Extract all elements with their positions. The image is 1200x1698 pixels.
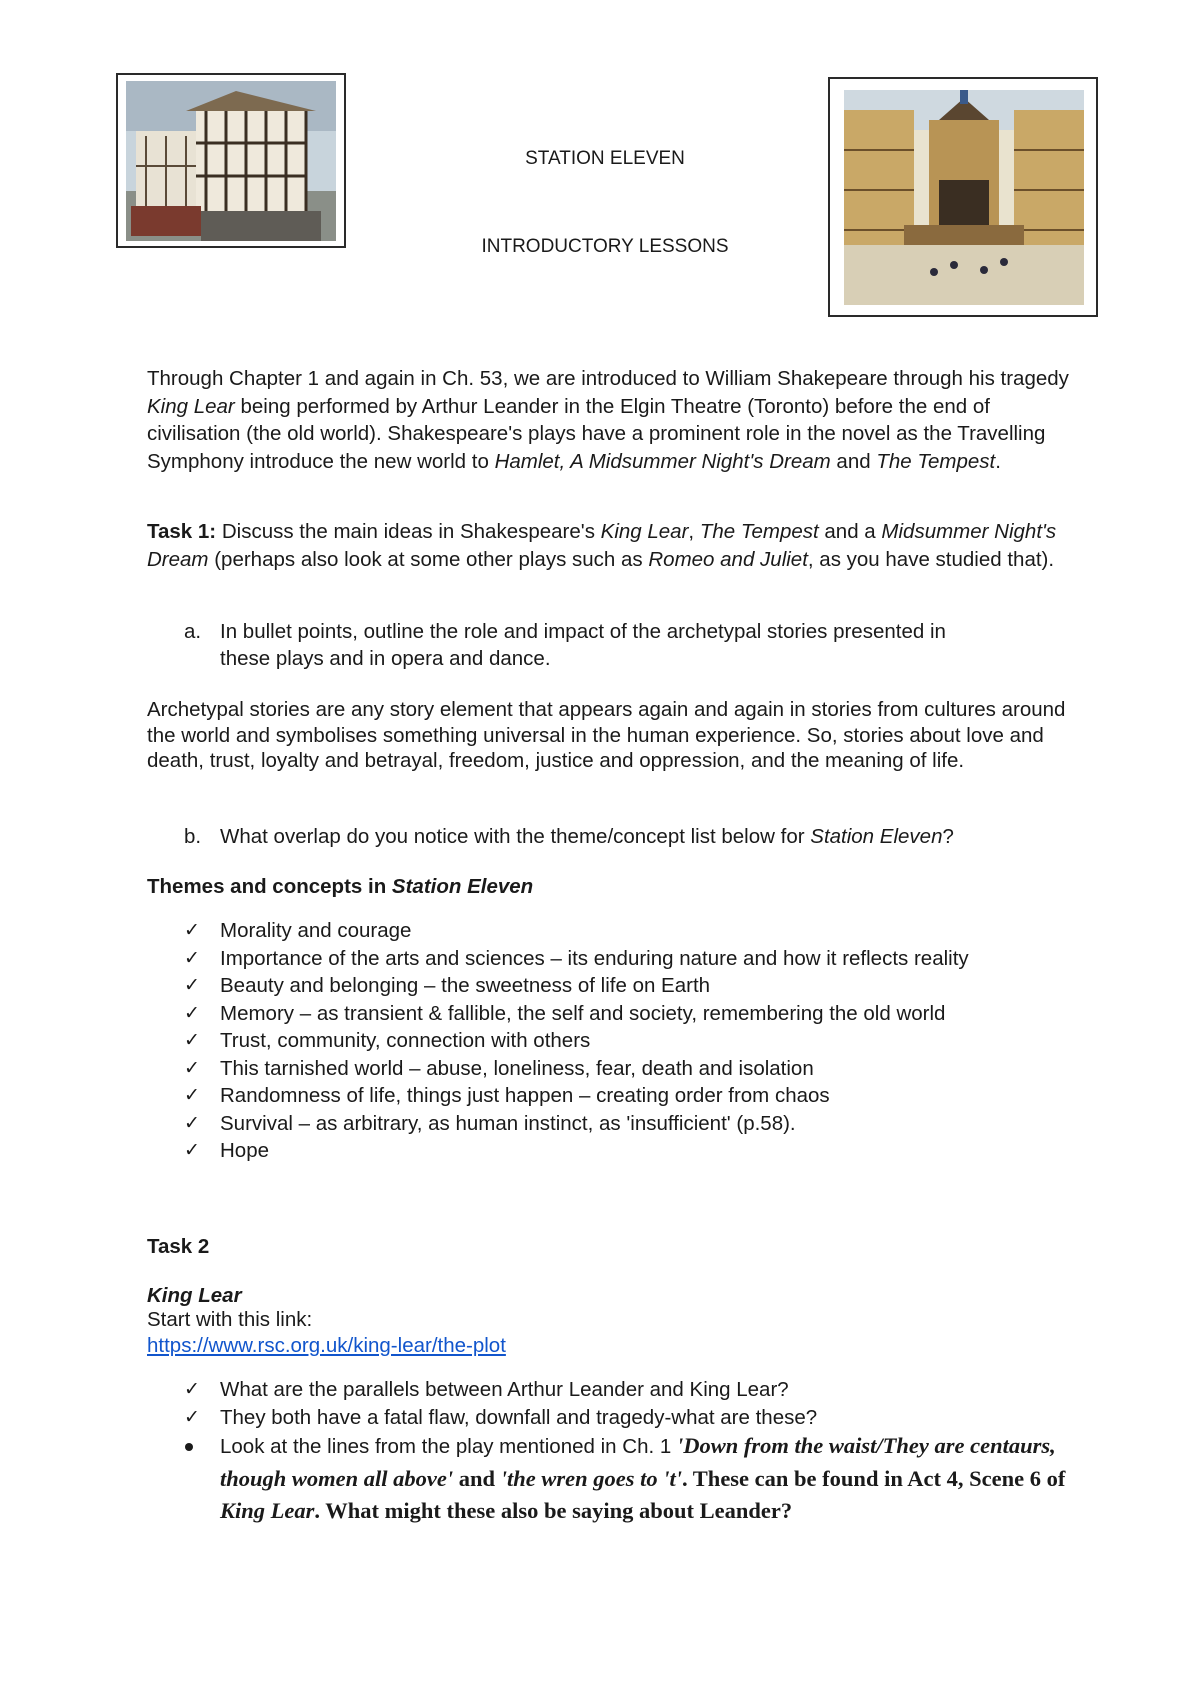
list-item xyxy=(0,1432,1200,1532)
checkmark-icon: ✓ xyxy=(184,1030,200,1051)
archetype-paragraph: Archetypal stories are any story element that appears again and again in stories from cultures around the world and symbolises something universal in the human experience. So, stories about love and death, trust, loyalty and betrayal, freedom, justice and oppression, and the meaning of life. xyxy=(147,698,1066,772)
list-item: ✓ Randomness of life, things just happen – creating order from chaos xyxy=(0,1082,1200,1110)
task1-a-line1: In bullet points, outline the role and impact of the archetypal stories presented in xyxy=(220,620,946,643)
bullet-icon xyxy=(185,1443,193,1451)
checkmark-icon: ✓ xyxy=(184,1085,200,1106)
list-item: ✓ This tarnished world – abuse, loneliness, fear, death and isolation xyxy=(0,1055,1200,1083)
list-item: ✓ Memory – as transient & fallible, the self and society, remembering the old world xyxy=(0,1000,1200,1028)
list-item: ✓ Importance of the arts and sciences – its enduring nature and how it reflects reality xyxy=(0,945,1200,973)
themes-heading: Themes and concepts in Station Eleven xyxy=(147,875,534,898)
task2-q3: Look at the lines from the play mentioned in Ch. 1 'Down from the waist/They are centaurs, though women all above' and 'the wren goes to 't'. These can be found in Act 4, Scene 6 of King Lear. What might these also be saying about Leander? xyxy=(220,1433,1066,1523)
theatre-illustration-frame xyxy=(828,77,1098,317)
page-title: STATION ELEVEN xyxy=(525,148,685,169)
globe-theatre-photo xyxy=(126,81,336,241)
task1-item-b xyxy=(0,823,1200,851)
checkmark-icon: ✓ xyxy=(184,920,200,941)
task2-heading: Task 2 xyxy=(147,1235,210,1258)
checkmark-icon: ✓ xyxy=(184,1002,200,1024)
checkmark-icon: ✓ xyxy=(184,975,200,996)
task1-a-line2: these plays and in opera and dance. xyxy=(220,647,551,670)
checkmark-icon: ✓ xyxy=(184,1057,200,1079)
list-item: ✓ Morality and courage xyxy=(0,917,1200,945)
list-item: ✓ What are the parallels between Arthur Leander and King Lear? xyxy=(0,1376,1200,1404)
list-marker-b: b. xyxy=(184,825,202,848)
task1-item-a xyxy=(0,618,1200,674)
task1-paragraph: Task 1: Discuss the main ideas in Shakespeare's King Lear, The Tempest and a Midsummer Night's Dream (perhaps also look at some other plays such as Romeo and Juliet, as you have studied that). xyxy=(147,520,1057,571)
list-item: ✓ Beauty and belonging – the sweetness of life on Earth xyxy=(0,972,1200,1000)
checkmark-icon: ✓ xyxy=(184,1406,200,1428)
checkmark-icon: ✓ xyxy=(184,1379,200,1400)
intro-paragraph: Through Chapter 1 and again in Ch. 53, we are introduced to William Shakepeare through his tragedy King Lear being performed by Arthur Leander in the Elgin Theatre (Toronto) before the end of civilisation (the old world). Shakespeare's plays have a prominent role in the novel as the Travelling Symphony introduce the new world to Hamlet, A Midsummer Night's Dream and The Tempest. xyxy=(147,367,1069,473)
task2-intro: Start with this link: xyxy=(147,1308,313,1331)
list-item: ✓ They both have a fatal flaw, downfall and tragedy-what are these? xyxy=(0,1404,1200,1432)
list-item: ✓ Trust, community, connection with others xyxy=(0,1027,1200,1055)
list-item: ✓ Hope xyxy=(0,1137,1200,1165)
theatre-interior-illustration xyxy=(844,90,1084,305)
rsc-king-lear-link[interactable]: https://www.rsc.org.uk/king-lear/the-plot xyxy=(147,1334,506,1357)
checkmark-icon: ✓ xyxy=(184,947,200,969)
themes-list xyxy=(0,917,1200,1169)
globe-photo-frame xyxy=(116,73,346,248)
task2-questions xyxy=(0,1376,1200,1526)
task2-subheading: King Lear xyxy=(147,1284,242,1307)
list-item: ✓ Survival – as arbitrary, as human instinct, as 'insufficient' (p.58). xyxy=(0,1110,1200,1138)
task1-b-question: What overlap do you notice with the theme/concept list below for Station Eleven? xyxy=(220,825,954,848)
page-subtitle: INTRODUCTORY LESSONS xyxy=(481,236,729,257)
checkmark-icon: ✓ xyxy=(184,1140,200,1161)
checkmark-icon: ✓ xyxy=(184,1112,200,1134)
list-marker-a: a. xyxy=(184,620,202,643)
